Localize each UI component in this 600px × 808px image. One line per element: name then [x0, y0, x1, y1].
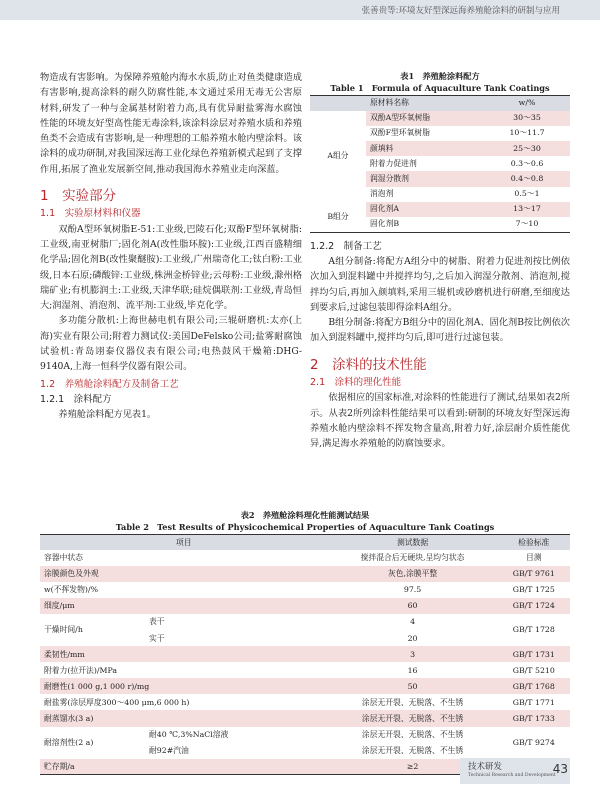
table-2-header-item: 项目 — [40, 535, 328, 550]
table-1-title-cn: 表1 养殖舱涂料配方 — [400, 71, 480, 81]
section-1-2-2-title: 1.2.2 制备工艺 — [310, 240, 382, 252]
table-row: 实干 20 — [149, 633, 418, 643]
table-row: 双酚F型环氧树脂 10～11.7 — [370, 128, 545, 138]
table-row: 柔韧性/mm 3 GB/T 1731 — [40, 646, 570, 662]
table-row: 干燥时间/h 表干 4 GB/T 1728 — [44, 617, 555, 635]
table-1-header — [310, 96, 570, 111]
table-2-header-std: 检验标准 — [498, 535, 570, 550]
table-row: 耐溶剂性(2 a) 耐40 ℃,3%NaCl溶液 涂层无开裂、无脱落、不生锈 GB/T 9274 — [44, 730, 555, 748]
prep-b-paragraph: B组分制备:将配方B组分中的固化剂A、固化剂B按比例依次加入到混料罐中,搅拌均匀后,即可进行过滤包装。 — [310, 317, 570, 344]
table-2-header-data: 测试数据 — [328, 535, 498, 550]
right-column — [310, 70, 570, 452]
table-row: 耐磨性(1 000 g,1 000 r)/mg 50 GB/T 1768 — [40, 678, 570, 694]
formula-paragraph: 养殖舱涂料配方见表1。 — [58, 409, 157, 421]
running-header — [0, 0, 600, 20]
section-1-1-title: 1.1 实验原材料和仪器 — [40, 208, 141, 220]
table-row: B组分 固化剂A 13～17 — [310, 202, 570, 217]
table-row: 附着力(拉开法)/MPa 16 GB/T 5210 — [44, 665, 555, 675]
table-1-header-name: 原材料名称 — [366, 96, 484, 111]
table-row: 固化剂B 7～10 — [370, 219, 539, 229]
page-number: 43 — [552, 762, 568, 776]
table-2-title-en: Table 2 Test Results of Physicochemical Properties of Aquaculture Tank Coatings — [115, 522, 495, 532]
table-row: w(不挥发物)/% 97.5 GB/T 1725 — [44, 585, 555, 595]
table-row: 耐蒸馏水(3 a) 涂层无开裂、无脱落、不生锈 GB/T 1733 — [40, 710, 570, 726]
prep-a-paragraph: A组分制备:将配方A组分中的树脂、附着力促进剂按比例依次加入到混料罐中并搅拌均匀,之后加入润湿分散剂、消泡剂,搅拌均匀后,再加入颜填料,采用三辊机或砂磨机进行研磨,至细度达到要求后,过滤包装即得涂料A组分。 — [310, 255, 570, 313]
table-row: 容器中状态 搅拌混合后无硬块,呈均匀状态 目测 — [44, 553, 542, 563]
header-text: 张善贵等:环境友好型深远海养殖舱涂料的研制与应用 — [361, 6, 560, 16]
table-1-header-w: w/% — [484, 96, 570, 111]
group-b-label: B组分 — [310, 202, 366, 232]
section-1-2-1-title: 1.2.1 涂料配方 — [40, 393, 112, 405]
table-2 — [40, 509, 570, 775]
section-2-title: 2 涂料的技术性能 — [310, 356, 427, 373]
journal-name: 技术研发 — [468, 762, 503, 772]
instruments-paragraph: 多功能分散机:上海世赫电机有限公司;三辊研磨机:太亦(上海)实业有限公司;附着力测试仪:美国DeFelsko公司;盐雾耐腐蚀试验机:青岛诩泰仪器仪表有限公司;电热鼓风干燥箱:DHG-9140A,上海一恒科学仪器有限公司。 — [40, 315, 302, 373]
performance-paragraph: 依据相应的国家标准,对涂料的性能进行了测试,结果如表2所示。从表2所列涂料性能结果可以看到:研制的环境友好型深远海养殖水舱内壁涂料不挥发物含量高,附着力好,涂层耐介质性能优异,满足海水养殖舱的防腐蚀要求。 — [310, 392, 570, 450]
section-2-1-title: 2.1 涂料的理化性能 — [310, 377, 402, 389]
table-row: 贮存期/a ≥2 — [40, 759, 570, 775]
table-row: 附着力促进剂 0.3～0.6 — [370, 158, 544, 168]
table-row: 耐92#汽油 涂层无开裂、无脱落、不生锈 — [149, 746, 464, 756]
table-row: A组分 双酚A型环氧树脂 30～35 — [310, 111, 570, 126]
left-column — [40, 70, 302, 423]
table-row: 润湿分散剂 0.4～0.8 — [310, 171, 570, 186]
page-footer — [460, 758, 570, 784]
group-a-label: A组分 — [310, 111, 366, 202]
table-row: 颜填料 25～30 — [310, 141, 570, 156]
section-1-2-title: 1.2 养殖舱涂料配方及制备工艺 — [40, 378, 179, 390]
table-row: 耐盐雾(涂层厚度300～400 μm,6 000 h) 涂层无开裂、无脱落、不生锈 GB/T 1771 — [44, 697, 555, 707]
section-1-title: 1 实验部分 — [40, 188, 117, 205]
table-1 — [310, 70, 570, 233]
table-1-title-en: Table 1 Formula of Aquaculture Tank Coatings — [330, 83, 550, 93]
journal-name-en: Technical Research and Development — [468, 773, 556, 778]
table-row: 消泡剂 0.5～1 — [370, 189, 540, 199]
materials-paragraph: 双酚A型环氧树脂E-51:工业级,巴陵石化;双酚F型环氧树脂:工业级,南亚树脂厂;固化剂A(改性脂环胺):工业级,江西百盛精细化学品;固化剂B(改性聚醚胺):工业级,广州瑞奇化工;钛白粉:工业级,日本石原;磷酸锌:工业级,株洲金桥锌业;云母粉:工业级,滁州格瑞矿业;有机膨润土:工业级,天津华联;硅烷偶联剂:工业级,青岛恒大;润湿剂、消泡剂、流平剂:工业级,毕克化学。 — [40, 223, 302, 312]
intro-paragraph: 物造成有害影响。为保障养殖舱内海水水质,防止对鱼类健康造成有害影响,提高涂料的耐久防腐性能,本文通过采用无毒无公害原材料,研发了一种与金属基材附着力高,具有优异耐盐雾海水腐蚀性能的环境友好型高性能无毒涂料,该涂料涂层对养殖水质和养殖鱼类不会造成有害影响,是一种理想的工船养殖水舱内壁涂料。该涂料的成功研制,对我国深远海工业化绿色养殖新模式起到了支撑作用,拓展了渔业发展新空间,推动我国海水养殖业走向深蓝。 — [40, 72, 302, 175]
table-row: 涂膜颜色及外观 灰色,涂膜平整 GB/T 9761 — [40, 566, 570, 582]
table-2-title-cn: 表2 养殖舱涂料理化性能测试结果 — [240, 510, 370, 520]
table-row: 细度/μm 60 GB/T 1724 — [40, 598, 570, 614]
table-2-header — [40, 535, 570, 550]
